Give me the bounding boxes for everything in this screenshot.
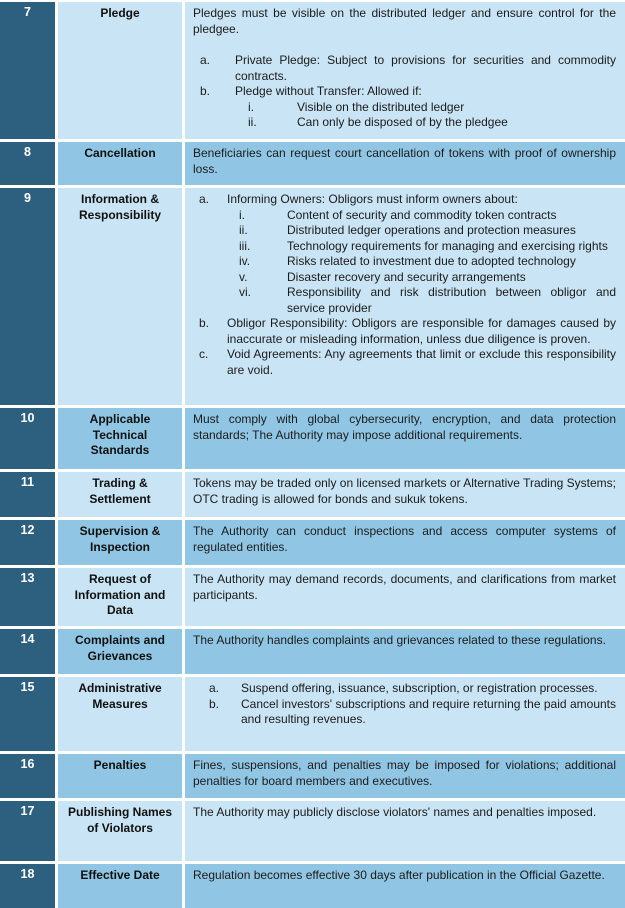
regulations-table-body (0, 2, 625, 908)
row-title-cell: Supervision & Inspection (58, 520, 185, 568)
table-row (0, 629, 625, 677)
row-title-cell: Administrative Measures (58, 677, 185, 754)
sublist-item-text: Technology requirements for managing and exercising rights (287, 238, 608, 253)
row-number-cell: 16 (0, 754, 58, 801)
row-description-cell (185, 188, 625, 408)
description-paragraph: The Authority handles complaints and grievances related to these regulations. (193, 633, 606, 647)
row-title-cell: Penalties (58, 754, 185, 801)
list-item-text-line: Private Pledge: Subject to provisions for securities and commodity contracts. (235, 53, 616, 83)
sublist-item-marker: ii. (239, 223, 248, 237)
sublist-item-marker: i. (248, 99, 254, 114)
row-description-cell (185, 520, 625, 568)
row-description-cell (185, 801, 625, 864)
list-item-text (241, 681, 616, 697)
row-title-cell: Information & Responsibility (58, 188, 185, 408)
row-description-cell (185, 568, 625, 629)
regulations-table (0, 2, 625, 908)
list-item-marker: b. (199, 316, 210, 330)
sublist-item (239, 208, 616, 224)
row-description-cell (185, 408, 625, 472)
list-item-text (241, 697, 616, 728)
sublist-item (248, 115, 616, 131)
sublist-item (248, 100, 616, 116)
row-title-cell: Complaints and Grievances (58, 629, 185, 677)
row-number-cell: 18 (0, 864, 58, 908)
table-row (0, 801, 625, 864)
row-title-cell: Effective Date (58, 864, 185, 908)
paragraph-spacer (193, 37, 616, 53)
list-item-text (227, 347, 616, 378)
sublist-item-text: Responsibility and risk distribution between obligor and service provider (287, 285, 616, 315)
sublist-item (239, 239, 616, 255)
letter-list (193, 192, 616, 378)
sublist-item (239, 285, 616, 316)
letter-list (193, 681, 616, 728)
list-item-text (235, 84, 616, 131)
table-row (0, 677, 625, 754)
sublist-item-text: Can only be disposed of by the pledgee (297, 115, 508, 129)
list-item (193, 316, 616, 347)
row-number-cell: 8 (0, 142, 58, 188)
list-item (193, 192, 616, 316)
description-paragraph: Pledges must be visible on the distributed ledger and ensure control for the pledgee. (193, 6, 616, 36)
row-number-cell: 14 (0, 629, 58, 677)
list-item (193, 681, 616, 697)
list-item-marker: b. (200, 84, 211, 98)
sublist-item-text: Visible on the distributed ledger (297, 99, 465, 114)
row-description-cell (185, 142, 625, 188)
description-paragraph: Beneficiaries can request court cancellation of tokens with proof of ownership loss. (193, 146, 616, 176)
table-row (0, 472, 625, 520)
description-paragraph: Must comply with global cybersecurity, encryption, and data protection standards; The Authority may impose additional requirements. (193, 412, 616, 442)
description-paragraph: Tokens may be traded only on licensed markets or Alternative Trading Systems; OTC trading is allowed for bonds and sukuk tokens. (193, 476, 616, 506)
row-title-cell: Cancellation (58, 142, 185, 188)
list-item-marker: a. (199, 192, 210, 206)
row-description-cell (185, 864, 625, 908)
list-item-text (227, 192, 616, 316)
row-description-cell (185, 677, 625, 754)
list-item (193, 84, 616, 131)
row-number-cell: 12 (0, 520, 58, 568)
list-item-text-line: Suspend offering, issuance, subscription, or registration processes. (241, 681, 598, 695)
list-item-text-line: Pledge without Transfer: Allowed if: (235, 84, 422, 98)
list-item-text-line: Void Agreements: Any agreements that limit or exclude this responsibility are void. (227, 347, 616, 377)
table-row (0, 142, 625, 188)
sublist-item (239, 270, 616, 286)
sublist-item-marker: v. (239, 269, 248, 284)
row-number-cell: 17 (0, 801, 58, 864)
table-row (0, 568, 625, 629)
list-item-marker: a. (200, 53, 211, 67)
sublist-item-text: Distributed ledger operations and protection measures (287, 223, 576, 237)
row-number-cell: 13 (0, 568, 58, 629)
list-item (193, 347, 616, 378)
table-row (0, 408, 625, 472)
table-row (0, 754, 625, 801)
row-number-cell: 10 (0, 408, 58, 472)
sublist-item-marker: iii. (239, 238, 251, 253)
list-item (193, 697, 616, 728)
sublist-item-text: Content of security and commodity token contracts (287, 207, 557, 222)
table-row (0, 188, 625, 408)
row-title-cell: Applicable Technical Standards (58, 408, 185, 472)
row-number-cell: 7 (0, 2, 58, 142)
list-item (193, 53, 616, 84)
table-row (0, 2, 625, 142)
row-description-cell (185, 629, 625, 677)
list-item-text-line: Obligor Responsibility: Obligors are responsible for damages caused by inaccurate or misleading information, unless due diligence is proven. (227, 316, 616, 346)
description-paragraph: Fines, suspensions, and penalties may be imposed for violations; additional penalties for board members and executives. (193, 758, 616, 788)
list-item-text-line: Informing Owners: Obligors must inform owners about: (227, 192, 518, 206)
row-description-cell (185, 754, 625, 801)
list-item-marker: b. (209, 696, 220, 711)
list-item-marker: a. (209, 681, 220, 695)
table-row (0, 520, 625, 568)
list-item-text-line: Cancel investors' subscriptions and require returning the paid amounts and resulting revenues. (241, 696, 616, 726)
table-row (0, 864, 625, 908)
description-paragraph: The Authority may demand records, documents, and clarifications from market participants. (193, 572, 616, 602)
letter-list (193, 53, 616, 131)
row-description-cell (185, 472, 625, 520)
sublist-item-marker: ii. (248, 115, 257, 129)
row-title-cell: Request of Information and Data (58, 568, 185, 629)
sublist-item-marker: i. (239, 207, 245, 222)
list-item-text (235, 53, 616, 84)
sublist-item-text: Disaster recovery and security arrangements (287, 269, 526, 284)
list-item-text (227, 316, 616, 347)
row-number-cell: 9 (0, 188, 58, 408)
sublist-item-text: Risks related to investment due to adopted technology (287, 254, 576, 268)
row-title-cell: Publishing Names of Violators (58, 801, 185, 864)
sublist-item (239, 254, 616, 270)
list-item-marker: c. (199, 347, 209, 361)
row-title-cell: Pledge (58, 2, 185, 142)
sublist-item (239, 223, 616, 239)
row-number-cell: 15 (0, 677, 58, 754)
description-paragraph: The Authority may publicly disclose violators' names and penalties imposed. (193, 805, 597, 819)
sublist-item-marker: iv. (239, 254, 251, 268)
description-paragraph: The Authority can conduct inspections and access computer systems of regulated entities. (193, 524, 616, 554)
description-paragraph: Regulation becomes effective 30 days after publication in the Official Gazette. (193, 868, 605, 882)
row-description-cell (185, 2, 625, 142)
row-number-cell: 11 (0, 472, 58, 520)
row-title-cell: Trading & Settlement (58, 472, 185, 520)
sublist-item-marker: vi. (239, 285, 251, 299)
